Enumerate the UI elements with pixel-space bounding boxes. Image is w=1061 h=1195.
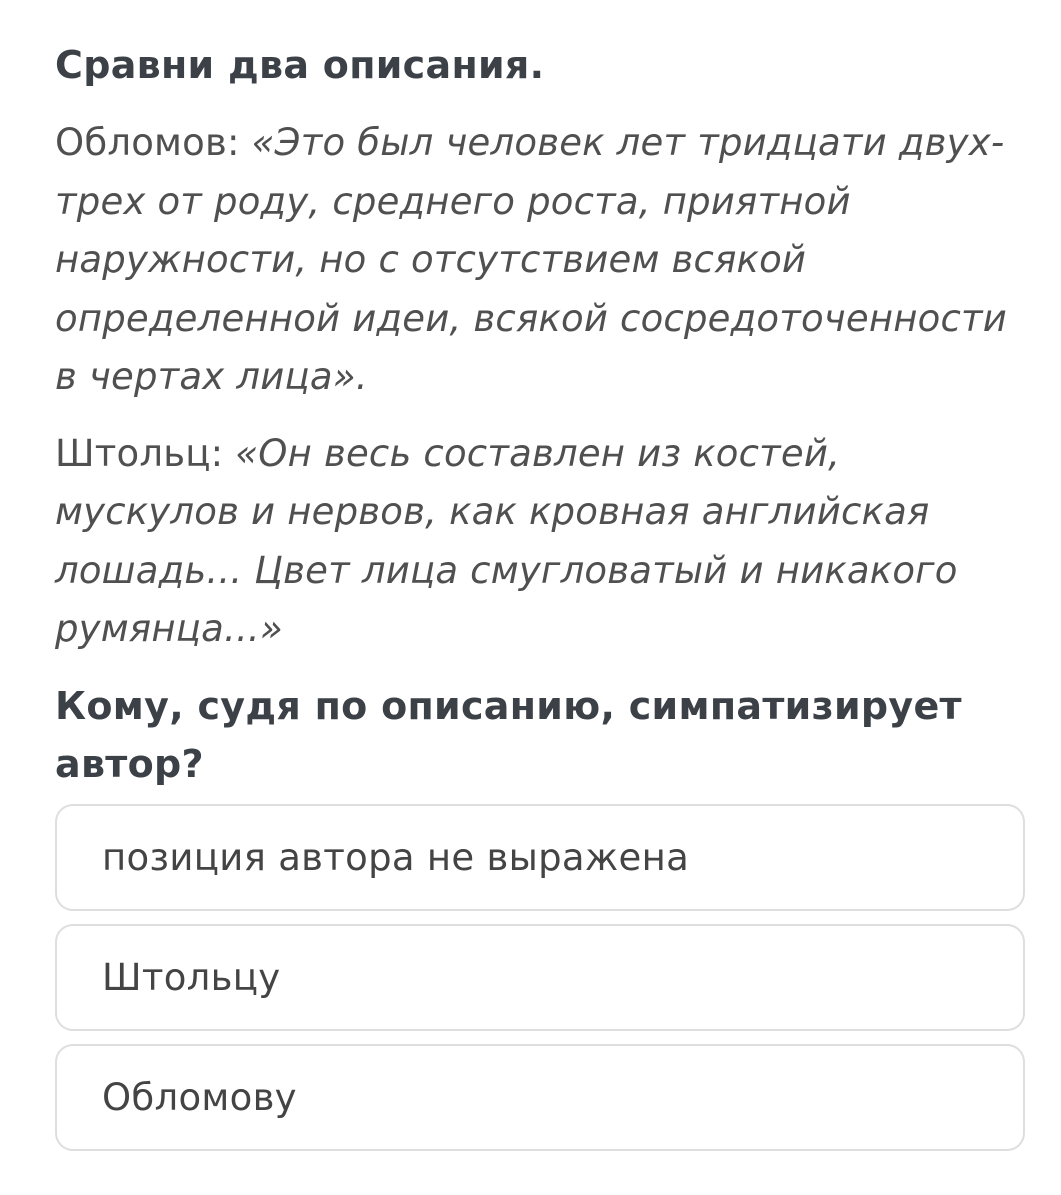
- character-name: Обломов:: [55, 121, 252, 164]
- character-name: Штольц:: [55, 431, 236, 475]
- character-quote: «Он весь составлен из костей, мускулов и нервов, как кровная английская лошадь... Цвет лица смугловатый и никакого румянца...»: [55, 431, 958, 650]
- question-text: Кому, судя по описанию, симпатизирует автор?: [55, 683, 962, 786]
- answer-option-stolz[interactable]: Штольцу: [55, 924, 1025, 1031]
- answer-option-oblomov[interactable]: Обломову: [55, 1044, 1025, 1151]
- character-quote: «Это был человек лет тридцати двух-трех от роду, среднего роста, приятной наружности, но с отсутствием всякой определенной идеи, всякой сосредоточенности в чертах лица».: [55, 121, 1007, 398]
- description-oblomov: [55, 114, 1027, 407]
- answer-option-no-position[interactable]: позиция автора не выражена: [55, 804, 1025, 911]
- answer-options: [55, 804, 1025, 1164]
- question-content: [55, 36, 1027, 793]
- task-heading: Сравни два описания.: [55, 43, 545, 87]
- description-stolz: [55, 425, 1027, 659]
